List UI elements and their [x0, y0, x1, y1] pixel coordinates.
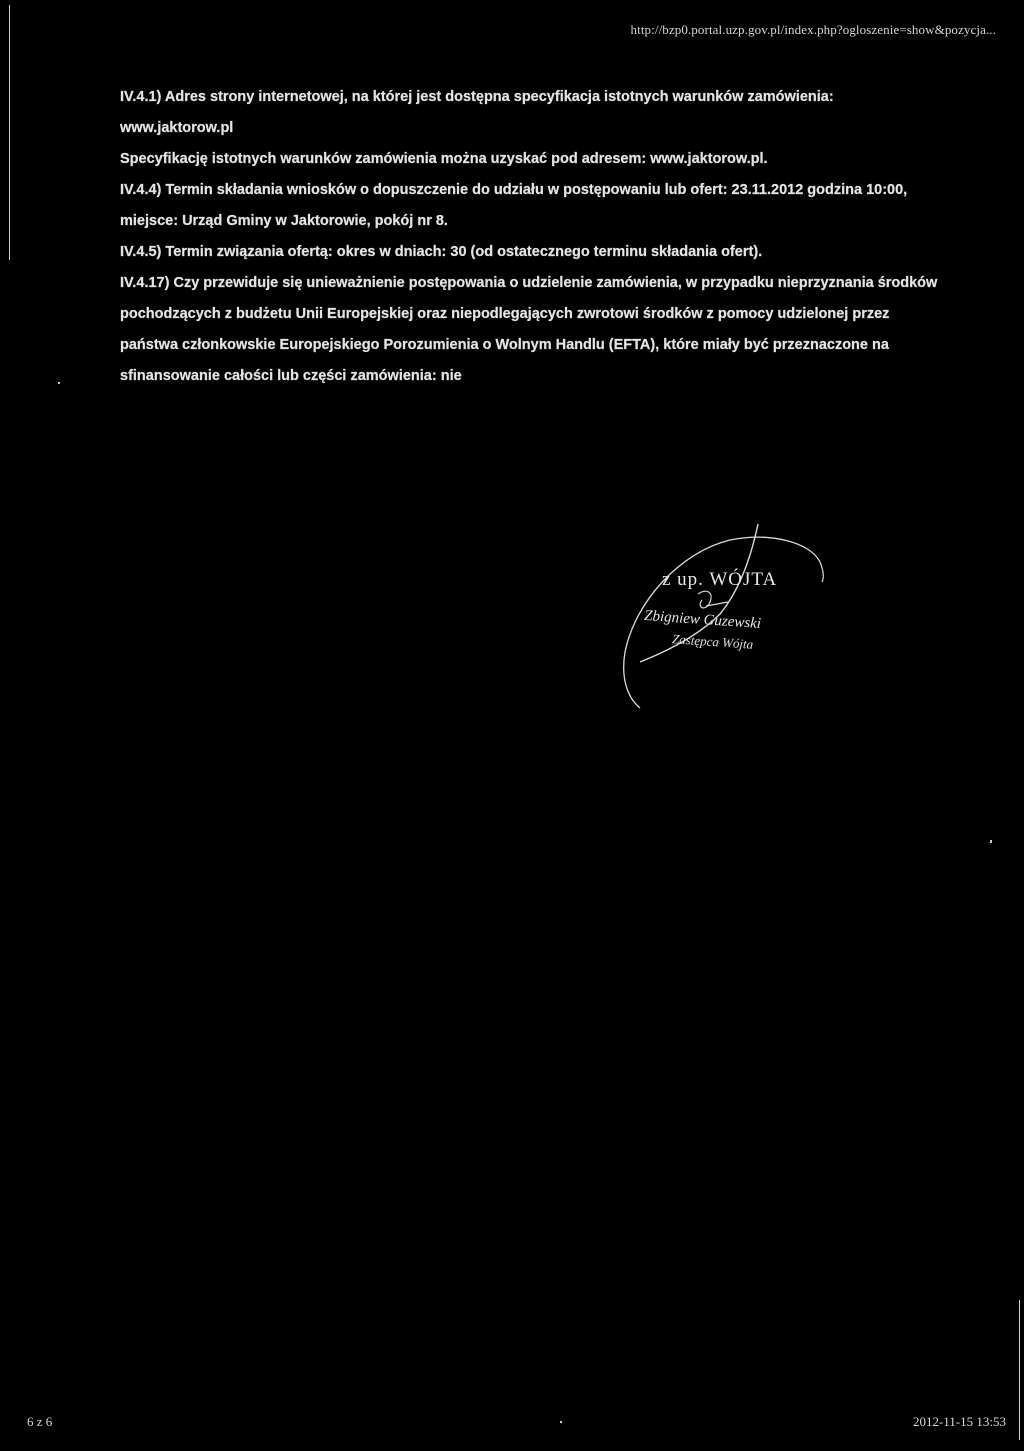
scan-speck	[58, 382, 60, 384]
scan-edge-line	[1019, 1300, 1020, 1440]
stamp-name: Zbigniew Guzewski	[643, 607, 762, 633]
stamp-title: z up. WÓJTA	[662, 569, 778, 590]
signature-stamp	[610, 522, 850, 722]
paragraph-cancellation-clause: IV.4.17) Czy przewiduje się unieważnienie postępowania o udzielenie zamówienia, w przypadku nieprzyznania środków pochodzących z budżetu Unii Europejskiej oraz niepodlegających zwrotowi środków z pomocy udzielonej przez państwa członkowskie Europejskiego Porozumienia o Wolnym Handlu (EFTA), które miały być przeznaczone na sfinansowanie całości lub części zamówienia: nie	[120, 275, 938, 384]
header-url: http://bzp0.portal.uzp.gov.pl/index.php?ogloszenie=show&pozycja...	[630, 22, 996, 37]
print-datetime: 2012-11-15 13:53	[912, 1414, 1006, 1429]
scan-speck	[990, 840, 992, 843]
paragraph-specification-source: Specyfikację istotnych warunków zamówienia można uzyskać pod adresem: www.jaktorow.pl.	[120, 151, 768, 167]
stamp-position: Zastępca Wójta	[671, 631, 754, 652]
scan-speck	[560, 1421, 562, 1423]
document-body	[120, 82, 940, 392]
paragraph-specification-url: IV.4.1) Adres strony internetowej, na której jest dostępna specyfikacja istotnych warunków zamówienia: www.jaktorow.pl	[120, 89, 834, 136]
paragraph-submission-deadline: IV.4.4) Termin składania wniosków o dopuszczenie do udziału w postępowaniu lub ofert: 23.11.2012 godzina 10:00, miejsce: Urząd Gminy w Jaktorowie, pokój nr 8.	[120, 182, 908, 229]
paragraph-binding-period: IV.4.5) Termin związania ofertą: okres w dniach: 30 (od ostatecznego terminu składania ofert).	[120, 244, 763, 260]
page-number: 6 z 6	[27, 1414, 53, 1429]
scan-edge-line	[9, 5, 10, 260]
